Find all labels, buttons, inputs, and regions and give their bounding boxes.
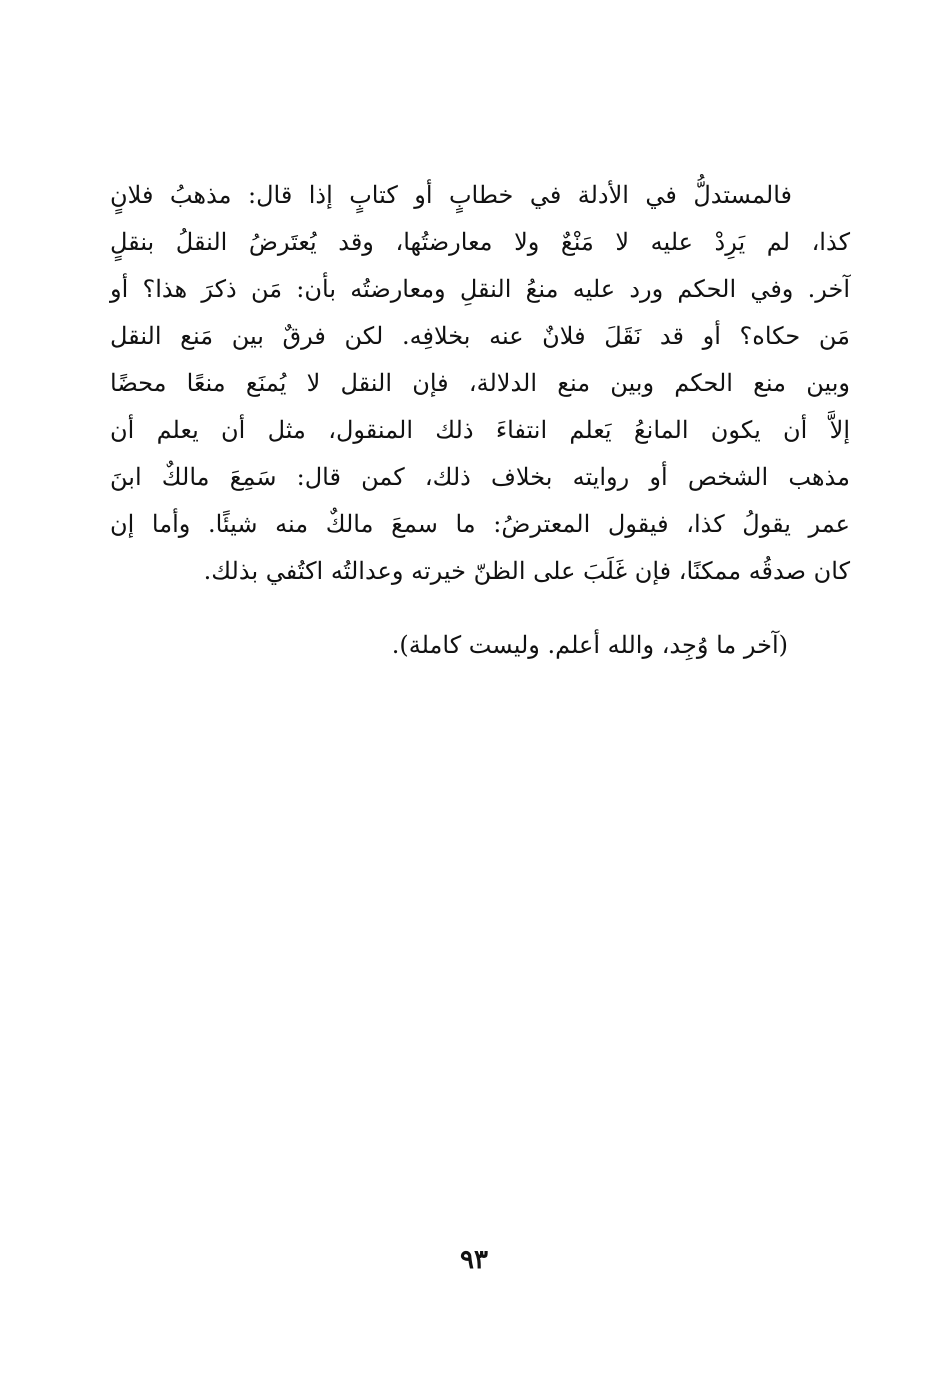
paragraph-line: عمر يقولُ كذا، فيقول المعترضُ: ما سمعَ مالكٌ منه شيئًا. وأما إن: [110, 510, 850, 538]
paragraph-line: كان صدقُه ممكنًا، فإن غَلَبَ على الظنّ خيرته وعدالتُه اكتُفي بذلك.: [203, 557, 850, 585]
paragraph-line: كذا، لم يَرِدْ عليه لا مَنْعٌ ولا معارضتُها، وقد يُعتَرضُ النقلُ بنقلٍ: [110, 228, 850, 256]
paragraph-line: آخر. وفي الحكم ورد عليه منعُ النقلِ ومعارضتُه بأن: مَن ذكرَ هذا؟ أو: [110, 275, 850, 303]
main-paragraph: [110, 172, 850, 595]
paragraph-line: إلاَّ أن يكون المانعُ يَعلم انتفاءَ ذلك المنقول، مثل أن يعلم أن: [110, 416, 850, 444]
paragraph-line: وبين منع الحكم وبين منع الدلالة، فإن النقل لا يُمنَع منعًا محضًا: [110, 369, 850, 397]
paragraph-line: مَن حكاه؟ أو قد نَقَلَ فلانٌ عنه بخلافِه. لكن فرقٌ بين مَنع النقل: [110, 322, 850, 350]
closing-note: (آخر ما وُجِد، والله أعلم. وليست كاملة).: [391, 631, 788, 659]
paragraph-line: فالمستدلُّ في الأدلة في خطابٍ أو كتابٍ إذا قال: مذهبُ فلانٍ: [110, 181, 792, 209]
page-number: ٩٣: [460, 1245, 488, 1275]
paragraph-line: مذهب الشخص أو روايته بخلاف ذلك، كمن قال: سَمِعَ مالكٌ ابنَ: [110, 463, 850, 491]
